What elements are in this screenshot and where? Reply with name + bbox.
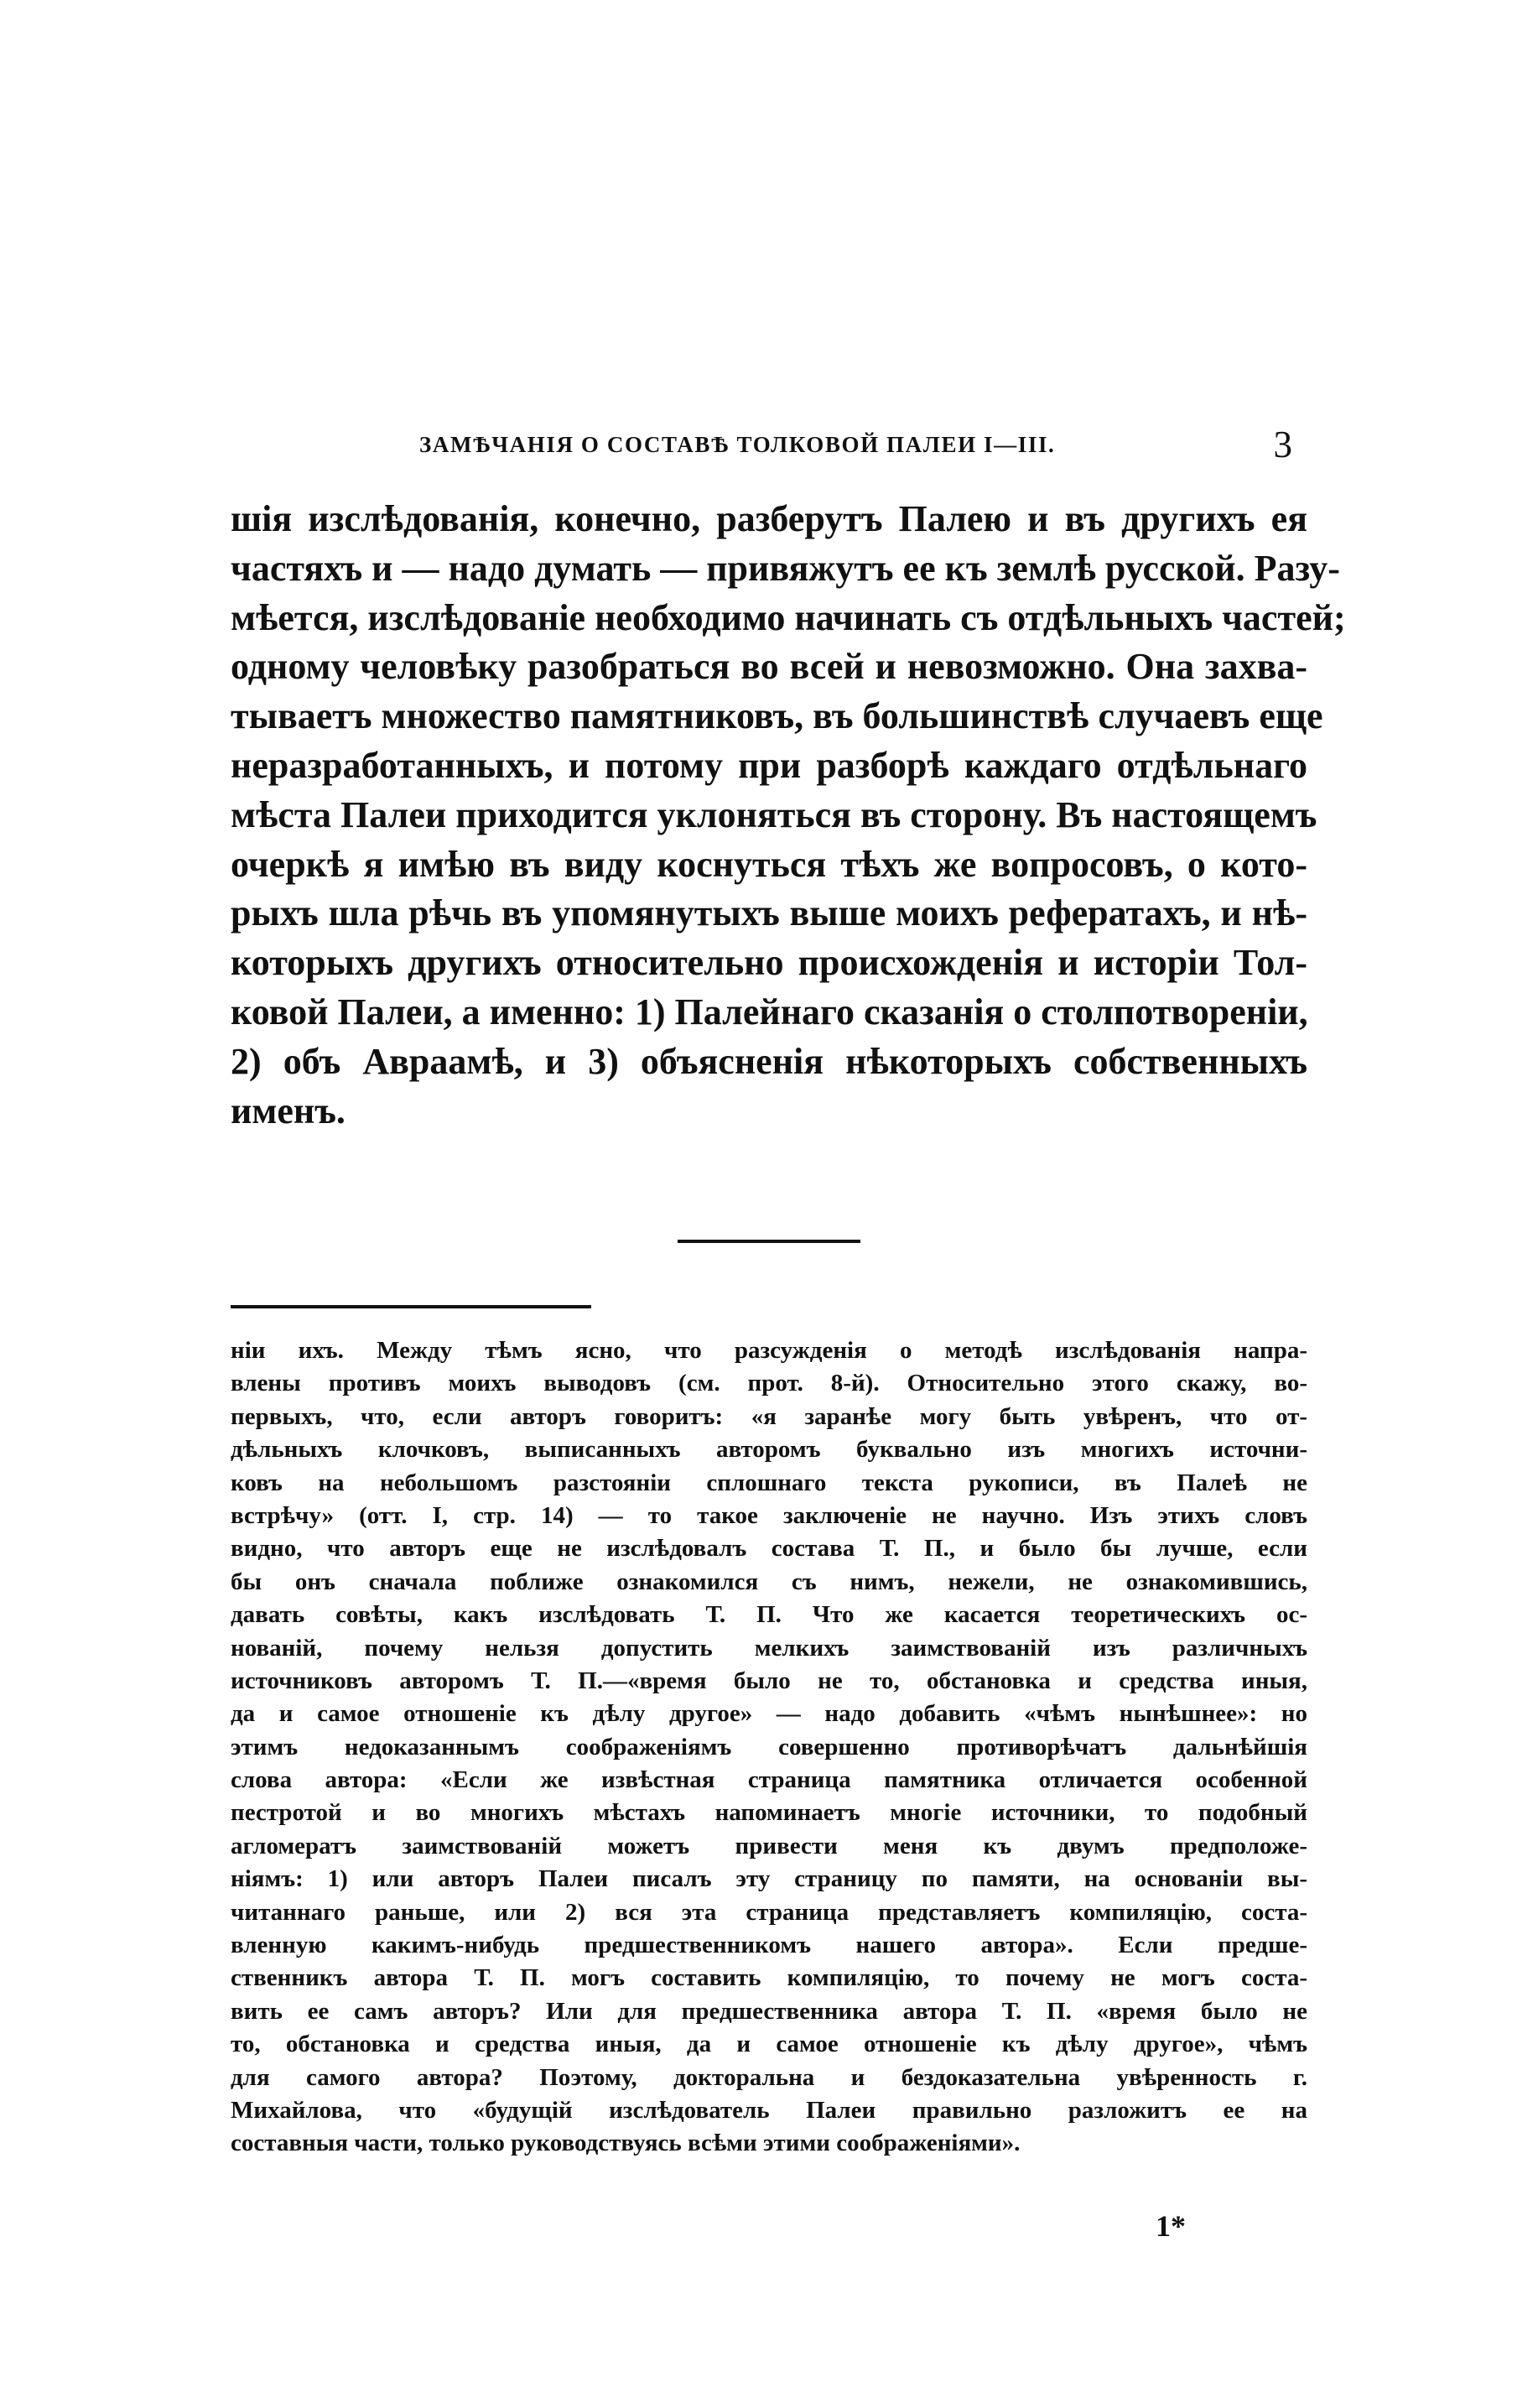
footnote-line: дѣльныхъ клочковъ, выписанныхъ авторомъ буквально изъ многихъ источни-: [231, 1436, 1307, 1464]
footnote-line: ніи ихъ. Между тѣмъ ясно, что разсужденія о методѣ изслѣдованія напра-: [231, 1337, 1307, 1364]
footnote-line: нованій, почему нельзя допустить мелкихъ заимствованій изъ различныхъ: [231, 1634, 1307, 1662]
footnote-rule: [231, 1305, 591, 1308]
main-text-line: 2) объ Авраамѣ, и 3) объясненія нѣкоторыхъ собственныхъ: [231, 1040, 1307, 1082]
footnote-line: вленную какимъ-нибудь предшественникомъ нашего автора». Если предше-: [231, 1932, 1307, 1959]
footnote-line: пестротой и во многихъ мѣстахъ напоминаетъ многіе источники, то подобный: [231, 1799, 1307, 1827]
footnote-line: этимъ недоказаннымъ соображеніямъ совершенно противорѣчатъ дальнѣйшія: [231, 1733, 1307, 1760]
main-text-line: ковой Палеи, а именно: 1) Палейнаго сказанія о столпотвореніи,: [231, 991, 1308, 1032]
running-title: ЗАМѢЧАНІЯ О СОСТАВѢ ТОЛКОВОЙ ПАЛЕИ I—III.: [419, 432, 1056, 457]
footnote-line: видно, что авторъ еще не изслѣдовалъ состава Т. П., и было бы лучше, если: [231, 1535, 1307, 1563]
signature-mark: 1*: [1156, 2209, 1186, 2243]
footnote-line: агломератъ заимствованій можетъ привести меня къ двумъ предположе-: [231, 1832, 1307, 1859]
page-number: 3: [1273, 424, 1292, 465]
main-text-line: неразработанныхъ, и потому при разборѣ каждаго отдѣльнаго: [231, 744, 1307, 786]
main-text-line: очеркѣ я имѣю въ виду коснуться тѣхъ же вопросовъ, о кото-: [231, 843, 1307, 885]
footnote-line: то, обстановка и средства иныя, да и самое отношеніе къ дѣлу другое», чѣмъ: [231, 2031, 1307, 2058]
footnote-line: бы онъ сначала поближе ознакомился съ нимъ, нежели, не ознакомившись,: [231, 1568, 1307, 1595]
footnote-line: ковъ на небольшомъ разстояніи сплошнаго текста рукописи, въ Палеѣ не: [231, 1469, 1307, 1496]
footnote-line: первыхъ, что, если авторъ говоритъ: «я заранѣе могу быть увѣренъ, что от-: [231, 1402, 1307, 1430]
footnote-line: читаннаго раньше, или 2) вся эта страница представляетъ компиляцію, соста-: [231, 1898, 1307, 1926]
footnote-line: Михайлова, что «будущій изслѣдователь Палеи правильно разложитъ ее на: [231, 2096, 1307, 2124]
footnote-line: ственникъ автора Т. П. могъ составить компиляцію, то почему не могъ соста-: [231, 1964, 1307, 1992]
footnote-line: давать совѣты, какъ изслѣдовать Т. П. Что же касается теоретическихъ ос-: [231, 1601, 1307, 1629]
main-text-line: мѣется, изслѣдованіе необходимо начинать съ отдѣльныхъ частей;: [231, 596, 1346, 638]
footnote-text: [231, 1334, 1307, 2161]
main-text-line: именъ.: [231, 1090, 346, 1131]
main-text-line: которыхъ другихъ относительно происхожденія и исторіи Тол-: [231, 942, 1307, 984]
main-text-line: мѣста Палеи приходится уклоняться въ сторону. Въ настоящемъ: [231, 793, 1317, 835]
footnote-line: для самого автора? Поэтому, доктoральна и бездоказательна увѣренность г.: [231, 2063, 1307, 2091]
main-text-line: рыхъ шла рѣчь въ упомянутыхъ выше моихъ рефератахъ, и нѣ-: [231, 892, 1307, 934]
main-text-line: частяхъ и — надо думать — привяжутъ ее къ землѣ русской. Разу-: [231, 547, 1340, 589]
footnote-line: ніямъ: 1) или авторъ Палеи писалъ эту страницу по памяти, на основаніи вы-: [231, 1865, 1307, 1893]
footnote-line: встрѣчу» (отт. I, стр. 14) — то такое заключеніе не научно. Изъ этихъ словъ: [231, 1501, 1307, 1529]
main-text: [231, 495, 1346, 1136]
main-text-line: одному человѣку разобраться во всей и невозможно. Она захва-: [231, 646, 1307, 688]
running-head: [231, 424, 1307, 465]
main-text-line: шія изслѣдованія, конечно, разберутъ Палею и въ другихъ ея: [231, 498, 1307, 539]
footnote-line: вить ее самъ авторъ? Или для предшественника автора Т. П. «время было не: [231, 1997, 1307, 2025]
footnote-line: да и самое отношеніе къ дѣлу другое» — надо добавить «чѣмъ нынѣшнее»: но: [231, 1700, 1307, 1728]
footnote-line: источниковъ авторомъ Т. П.—«время было не то, обстановка и средства иныя,: [231, 1667, 1307, 1694]
footnote-line: составныя части, только руководствуясь всѣми этими соображеніями».: [231, 2130, 1021, 2157]
section-divider: [678, 1240, 860, 1243]
footnote-line: влены противъ моихъ выводовъ (см. прот. 8-й). Относительно этого скажу, во-: [231, 1370, 1307, 1397]
footnote-line: слова автора: «Если же извѣстная страница памятника отличается особенной: [231, 1766, 1307, 1794]
main-text-line: тываетъ множество памятниковъ, въ большинствѣ случаевъ еще: [231, 695, 1323, 737]
